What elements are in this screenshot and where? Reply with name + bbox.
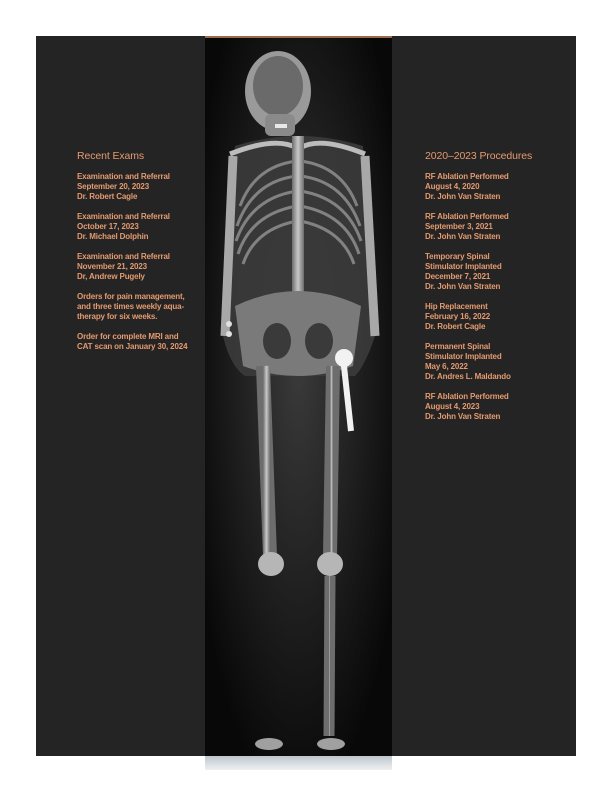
entry-line: Dr. Michael Dolphin <box>77 232 149 241</box>
entry-line: December 7, 2021 <box>425 272 491 281</box>
entry-line: Dr. Robert Cagle <box>77 192 138 201</box>
entry-line: therapy for six weeks. <box>77 312 158 321</box>
procedures-title: 2020–2023 Procedures <box>425 150 533 162</box>
entry-line: RF Ablation Performed <box>425 212 509 221</box>
entry-line: Examination and Referral <box>77 252 170 261</box>
procedure-entry <box>425 302 555 332</box>
entry-line: August 4, 2020 <box>425 182 480 191</box>
entry-line: Stimulator Implanted <box>425 262 502 271</box>
entry-line: Dr. Robert Cagle <box>425 322 486 331</box>
entry-line: Dr. John Van Straten <box>425 282 501 291</box>
entry-line: Orders for pain management, <box>77 292 185 301</box>
recent-exams-title: Recent Exams <box>77 150 145 162</box>
exam-entry <box>77 212 207 242</box>
xray-top-border <box>205 36 392 38</box>
exam-entry <box>77 292 207 322</box>
entry-line: October 17, 2023 <box>77 222 139 231</box>
entry-line: Dr. John Van Straten <box>425 192 501 201</box>
entry-line: Examination and Referral <box>77 172 170 181</box>
procedure-entry <box>425 212 555 242</box>
entry-line: Dr. John Van Straten <box>425 412 501 421</box>
entry-line: RF Ablation Performed <box>425 392 509 401</box>
full-body-xray-image <box>205 36 392 770</box>
exam-entry <box>77 252 207 282</box>
entry-line: Dr. John Van Straten <box>425 232 501 241</box>
procedure-entry <box>425 172 555 202</box>
procedure-entry <box>425 252 555 292</box>
exam-entry <box>77 332 207 352</box>
entry-line: September 3, 2021 <box>425 222 493 231</box>
entry-line: Dr, Andrew Pugely <box>77 272 145 281</box>
entry-line: Dr. Andres L. Maldando <box>425 372 511 381</box>
entry-line: Examination and Referral <box>77 212 170 221</box>
entry-line: Hip Replacement <box>425 302 488 311</box>
entry-line: Order for complete MRI and <box>77 332 179 341</box>
procedure-entry <box>425 392 555 422</box>
procedure-entry <box>425 342 555 382</box>
entry-line: and three times weekly aqua- <box>77 302 184 311</box>
entry-line: RF Ablation Performed <box>425 172 509 181</box>
entry-line: May 6, 2022 <box>425 362 468 371</box>
entry-line: November 21, 2023 <box>77 262 147 271</box>
entry-line: February 16, 2022 <box>425 312 491 321</box>
recent-exams-column <box>77 150 207 362</box>
entry-line: CAT scan on January 30, 2024 <box>77 342 188 351</box>
entry-line: Stimulator Implanted <box>425 352 502 361</box>
entry-line: Temporary Spinal <box>425 252 490 261</box>
entry-line: Permanent Spinal <box>425 342 491 351</box>
xray-bottom-strip <box>205 756 392 770</box>
entry-line: September 20, 2023 <box>77 182 150 191</box>
xray-skeleton-illustration <box>205 36 392 770</box>
entry-line: August 4, 2023 <box>425 402 480 411</box>
procedures-column <box>425 150 555 432</box>
exam-entry <box>77 172 207 202</box>
